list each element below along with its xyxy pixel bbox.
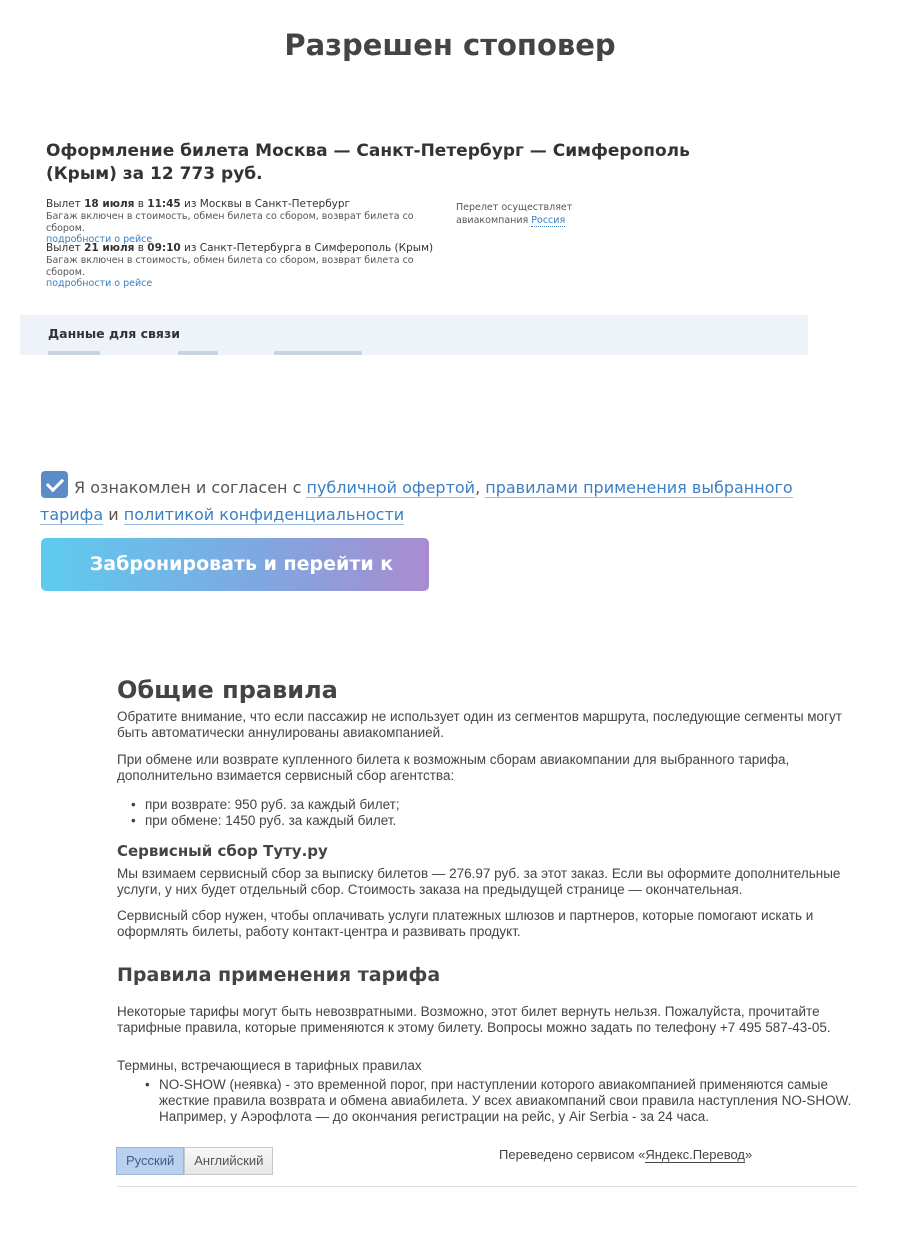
language-russian-button[interactable]: Русский [116, 1147, 184, 1175]
terms-list [159, 1077, 859, 1125]
flight-1-at: в [134, 198, 148, 210]
list-item: • при обмене: 1450 руб. за каждый билет. [145, 813, 845, 829]
carrier-line-1: Перелет осуществляет [456, 202, 573, 213]
rules-paragraph-2: При обмене или возврате купленного билета к возможным сборам авиакомпании для выбранного тарифа, дополнительно взимается сервисный сбор агентства: [117, 752, 790, 783]
rules-paragraph-4: Сервисный сбор нужен, чтобы оплачивать услуги платежных шлюзов и партнеров, которые помогают искать и оформлять билеты, работу контакт-центра и развивать продукт. [117, 908, 814, 939]
flight-1-time: 11:45 [147, 198, 181, 210]
contact-field-label-cut [178, 351, 218, 355]
flight-segment-1 [46, 198, 446, 246]
airline-link[interactable]: Россия [531, 215, 566, 226]
consent-comma: , [475, 478, 486, 497]
contact-title: Данные для связи [48, 326, 180, 341]
page-headline: Разрешен стоповер [284, 28, 616, 62]
contact-field-label-cut [48, 351, 100, 355]
general-rules-title: Общие правила [117, 676, 338, 704]
flight-1-date: 18 июля [84, 198, 135, 210]
list-item: • NO-SHOW (неявка) - это временной порог, при наступлении которого авиакомпанией применяются самые жесткие правила возврата и обмена авиабилета. У всех авиакомпаний свои правила наступления NO-SHOW. Например, у Аэрофлота — до окончания регистрации на рейс, у Air Serbia - за 24 часа. [159, 1077, 859, 1125]
flight-2-summary [46, 242, 446, 255]
contact-field-label-cut [274, 351, 362, 355]
translated-prefix: Переведено сервисом « [499, 1147, 646, 1162]
carrier-line-2 [456, 214, 606, 227]
divider [117, 1186, 857, 1187]
flight-1-summary [46, 198, 446, 211]
yandex-translate-link[interactable]: Яндекс.Перевод [645, 1147, 746, 1162]
terms-title: Термины, встречающиеся в тарифных правилах [117, 1058, 422, 1073]
rules-paragraph-3: Мы взимаем сервисный сбор за выписку билетов — 276.97 руб. за этот заказ. Если вы оформите дополнительные услуги, у них будет отдельный сбор. Стоимость заказа на предыдущей странице — окончательная. [117, 866, 841, 897]
privacy-policy-link[interactable]: политикой конфиденциальности [123, 505, 405, 524]
flight-2-at: в [134, 242, 148, 254]
flight-2-conditions: Багаж включен в стоимость, обмен билета со сбором, возврат билета со сбором. [46, 255, 414, 278]
rules-paragraph-1: Обратите внимание, что если пассажир не использует один из сегментов маршрута, последующие сегменты могут быть автоматически аннулированы авиакомпанией. [117, 709, 842, 740]
tariff-rules-link[interactable]: правилами применения выбранного тарифа [40, 478, 793, 524]
booking-title: Оформление билета Москва — Санкт-Петербург — Симферополь (Крым) за 12 773 руб. [46, 141, 690, 184]
flight-2-time: 09:10 [147, 242, 181, 254]
tariff-rules-title: Правила применения тарифа [117, 964, 441, 986]
translated-suffix: » [745, 1147, 753, 1162]
consent-prefix: Я ознакомлен и согласен с [74, 478, 307, 497]
flight-segment-2 [46, 242, 446, 290]
carrier-info [456, 201, 606, 227]
language-switch [116, 1147, 273, 1175]
flight-2-date: 21 июля [84, 242, 135, 254]
carrier-prefix: авиакомпания [456, 215, 532, 226]
flight-1-route: из Москвы в Санкт-Петербург [180, 198, 351, 210]
flight-2-details-link[interactable]: подробности о рейсе [46, 278, 153, 289]
consent-and: и [103, 505, 124, 524]
rules-paragraph-5: Некоторые тарифы могут быть невозвратными. Возможно, этот билет вернуть нельзя. Пожалуйста, прочитайте тарифные правила, которые применяются к этому билету. Вопросы можно задать по телефону +7 495 587-43-05. [117, 1004, 831, 1035]
flight-1-conditions: Багаж включен в стоимость, обмен билета со сбором, возврат билета со сбором. [46, 211, 414, 234]
book-and-pay-button[interactable]: Забронировать и перейти к оплате [41, 538, 429, 591]
flight-2-route: из Санкт-Петербурга в Симферополь (Крым) [180, 242, 434, 254]
translated-by [499, 1147, 752, 1162]
contact-panel [20, 315, 808, 355]
flight-2-prefix: Вылет [46, 242, 85, 254]
language-english-button[interactable]: Английский [184, 1147, 273, 1175]
list-item: • при возврате: 950 руб. за каждый билет; [145, 797, 845, 813]
flight-1-details-link[interactable]: подробности о рейсе [46, 234, 153, 245]
consent-text [40, 474, 860, 528]
service-fee-title: Сервисный сбор Туту.ру [117, 842, 328, 860]
public-offer-link[interactable]: публичной офертой [306, 478, 476, 497]
flight-1-prefix: Вылет [46, 198, 85, 210]
fees-list [145, 797, 845, 829]
